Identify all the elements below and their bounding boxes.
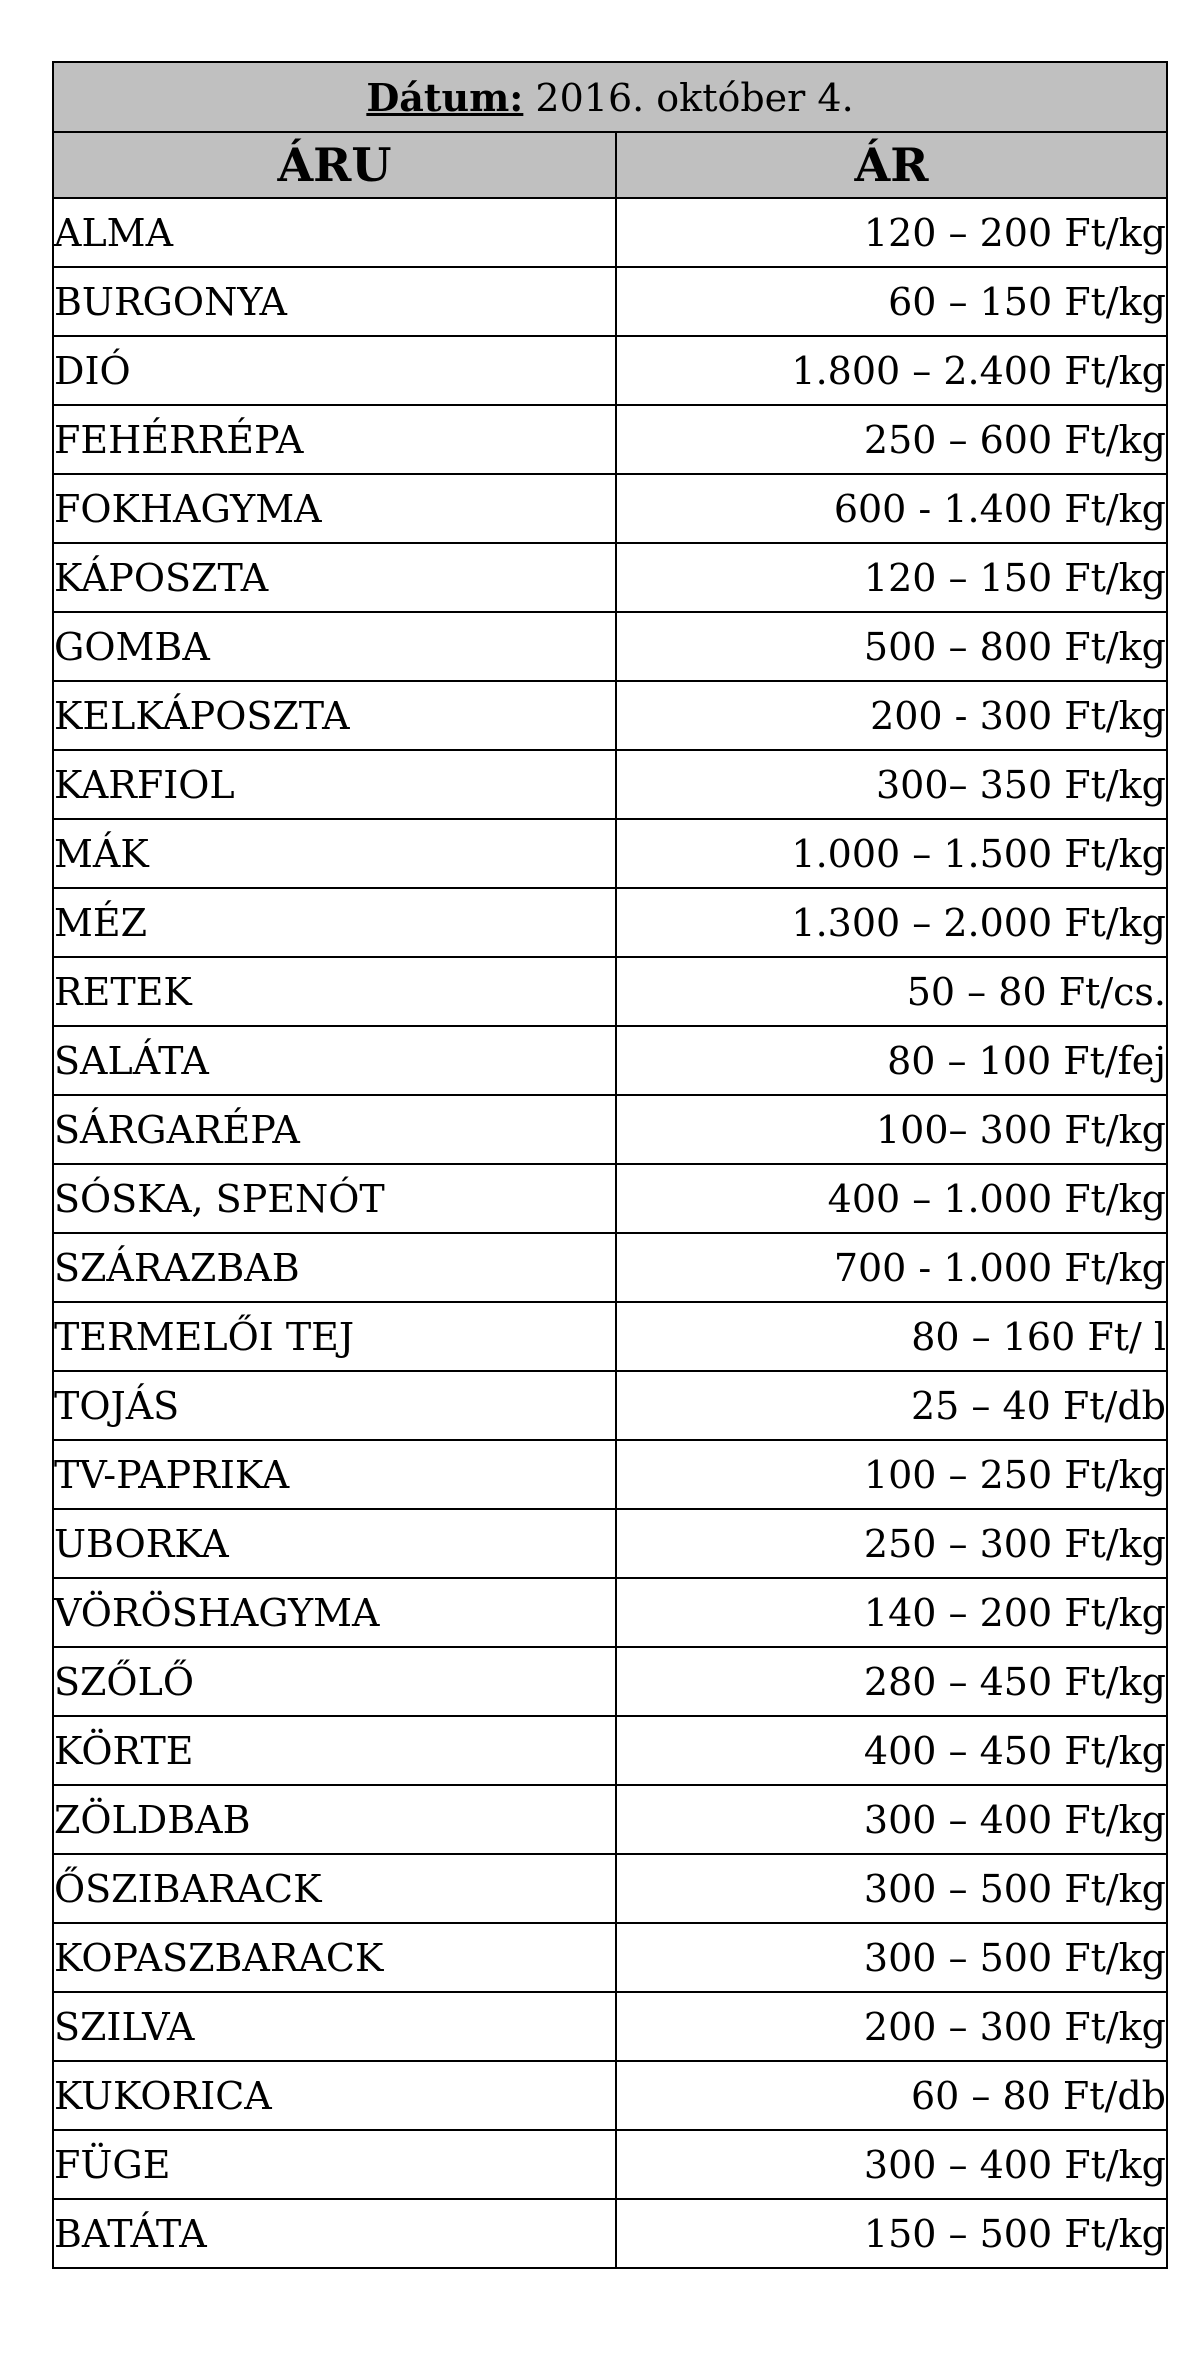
table-row	[53, 957, 1167, 1026]
item-column-header: ÁRU	[53, 132, 616, 198]
item-name-cell: SZÁRAZBAB	[53, 1233, 616, 1302]
table-row	[53, 1578, 1167, 1647]
item-name-cell: MÉZ	[53, 888, 616, 957]
table-row	[53, 1647, 1167, 1716]
price-cell: 400 – 450 Ft/kg	[616, 1716, 1167, 1785]
table-row	[53, 612, 1167, 681]
table-row	[53, 819, 1167, 888]
price-cell: 60 – 150 Ft/kg	[616, 267, 1167, 336]
table-row	[53, 1095, 1167, 1164]
table-row	[53, 2199, 1167, 2268]
table-row	[53, 1509, 1167, 1578]
item-name-cell: KÁPOSZTA	[53, 543, 616, 612]
item-name-cell: ZÖLDBAB	[53, 1785, 616, 1854]
item-name-cell: SÁRGARÉPA	[53, 1095, 616, 1164]
price-cell: 100– 300 Ft/kg	[616, 1095, 1167, 1164]
item-name-cell: SZILVA	[53, 1992, 616, 2061]
price-cell: 250 – 600 Ft/kg	[616, 405, 1167, 474]
table-row	[53, 405, 1167, 474]
item-name-cell: TERMELŐI TEJ	[53, 1302, 616, 1371]
item-name-cell: RETEK	[53, 957, 616, 1026]
price-cell: 500 – 800 Ft/kg	[616, 612, 1167, 681]
price-cell: 140 – 200 Ft/kg	[616, 1578, 1167, 1647]
table-row	[53, 474, 1167, 543]
price-cell: 80 – 160 Ft/ l	[616, 1302, 1167, 1371]
table-row	[53, 750, 1167, 819]
item-name-cell: KELKÁPOSZTA	[53, 681, 616, 750]
item-name-cell: KARFIOL	[53, 750, 616, 819]
price-cell: 50 – 80 Ft/cs.	[616, 957, 1167, 1026]
price-column-header: ÁR	[616, 132, 1167, 198]
item-name-cell: TOJÁS	[53, 1371, 616, 1440]
item-name-cell: GOMBA	[53, 612, 616, 681]
price-cell: 200 – 300 Ft/kg	[616, 1992, 1167, 2061]
item-name-cell: SALÁTA	[53, 1026, 616, 1095]
price-cell: 120 – 150 Ft/kg	[616, 543, 1167, 612]
item-name-cell: UBORKA	[53, 1509, 616, 1578]
table-row	[53, 1026, 1167, 1095]
table-row	[53, 1854, 1167, 1923]
header-row	[53, 132, 1167, 198]
price-cell: 1.000 – 1.500 Ft/kg	[616, 819, 1167, 888]
date-row	[53, 62, 1167, 132]
item-name-cell: BATÁTA	[53, 2199, 616, 2268]
item-name-cell: FEHÉRRÉPA	[53, 405, 616, 474]
price-table	[52, 61, 1168, 2269]
table-row	[53, 1302, 1167, 1371]
price-cell: 25 – 40 Ft/db	[616, 1371, 1167, 1440]
table-row	[53, 1785, 1167, 1854]
item-name-cell: KOPASZBARACK	[53, 1923, 616, 1992]
table-row	[53, 1371, 1167, 1440]
item-name-cell: BURGONYA	[53, 267, 616, 336]
item-name-cell: TV-PAPRIKA	[53, 1440, 616, 1509]
price-cell: 120 – 200 Ft/kg	[616, 198, 1167, 267]
price-cell: 300 – 400 Ft/kg	[616, 1785, 1167, 1854]
item-name-cell: DIÓ	[53, 336, 616, 405]
table-row	[53, 2061, 1167, 2130]
table-row	[53, 1992, 1167, 2061]
item-name-cell: FÜGE	[53, 2130, 616, 2199]
table-row	[53, 198, 1167, 267]
table-row	[53, 1233, 1167, 1302]
price-cell: 300 – 500 Ft/kg	[616, 1854, 1167, 1923]
price-rows	[53, 198, 1167, 2268]
price-cell: 280 – 450 Ft/kg	[616, 1647, 1167, 1716]
date-label: Dátum:	[366, 74, 524, 120]
table-row	[53, 336, 1167, 405]
item-name-cell: SÓSKA, SPENÓT	[53, 1164, 616, 1233]
price-cell: 400 – 1.000 Ft/kg	[616, 1164, 1167, 1233]
price-cell: 60 – 80 Ft/db	[616, 2061, 1167, 2130]
table-row	[53, 888, 1167, 957]
price-cell: 300 – 400 Ft/kg	[616, 2130, 1167, 2199]
item-name-cell: VÖRÖSHAGYMA	[53, 1578, 616, 1647]
table-row	[53, 681, 1167, 750]
price-cell: 150 – 500 Ft/kg	[616, 2199, 1167, 2268]
price-cell: 700 - 1.000 Ft/kg	[616, 1233, 1167, 1302]
table-row	[53, 1440, 1167, 1509]
price-cell: 1.300 – 2.000 Ft/kg	[616, 888, 1167, 957]
item-name-cell: FOKHAGYMA	[53, 474, 616, 543]
price-cell: 300– 350 Ft/kg	[616, 750, 1167, 819]
date-cell	[53, 62, 1167, 132]
table-row	[53, 543, 1167, 612]
item-name-cell: SZŐLŐ	[53, 1647, 616, 1716]
item-name-cell: ŐSZIBARACK	[53, 1854, 616, 1923]
date-value: 2016. október 4.	[523, 75, 854, 120]
price-cell: 250 – 300 Ft/kg	[616, 1509, 1167, 1578]
item-name-cell: ALMA	[53, 198, 616, 267]
item-name-cell: KÖRTE	[53, 1716, 616, 1785]
price-cell: 300 – 500 Ft/kg	[616, 1923, 1167, 1992]
price-cell: 200 - 300 Ft/kg	[616, 681, 1167, 750]
price-cell: 80 – 100 Ft/fej	[616, 1026, 1167, 1095]
table-row	[53, 267, 1167, 336]
table-row	[53, 1716, 1167, 1785]
item-name-cell: KUKORICA	[53, 2061, 616, 2130]
item-name-cell: MÁK	[53, 819, 616, 888]
price-cell: 1.800 – 2.400 Ft/kg	[616, 336, 1167, 405]
table-row	[53, 1923, 1167, 1992]
price-cell: 100 – 250 Ft/kg	[616, 1440, 1167, 1509]
table-row	[53, 1164, 1167, 1233]
price-cell: 600 - 1.400 Ft/kg	[616, 474, 1167, 543]
table-row	[53, 2130, 1167, 2199]
